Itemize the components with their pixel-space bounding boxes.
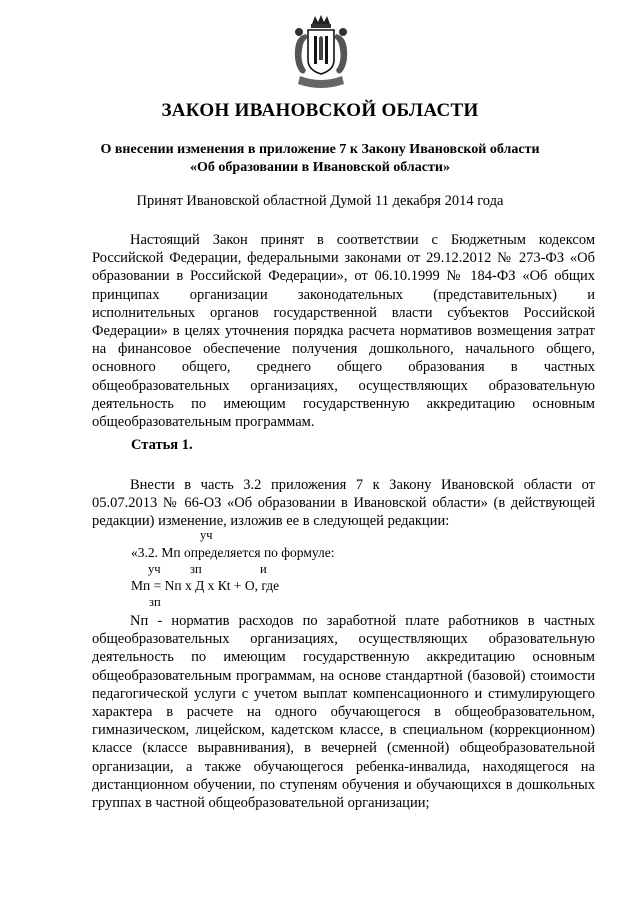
formula-superscript-uch: уч [200,528,213,542]
law-subject-line-1: О внесении изменения в приложение 7 к Закону Ивановской области [100,142,540,157]
coat-of-arms-icon [290,14,352,94]
formula-superscript-zp: зп [190,562,202,576]
formula-superscript-uch-2: уч [148,562,161,576]
article-1-intro: Внести в часть 3.2 приложения 7 к Закону Ивановской области от 05.07.2013 № 66-ОЗ «Об образовании в Ивановской области» (в действующей редакции) изменение, изложив ее в следующей редакции: [92,477,595,530]
law-subject [60,141,580,177]
formula-equation: Мп = Nп х Д х Кt + О, где [131,578,280,593]
adoption-line: Принят Ивановской областной Думой 11 декабря 2014 года [136,193,504,209]
article-1-heading: Статья 1. [131,437,193,453]
formula-subscript-zp: зп [149,595,161,609]
law-subject-line-2: «Об образовании в Ивановской области» [190,160,450,175]
law-title: ЗАКОН ИВАНОВСКОЙ ОБЛАСТИ [161,100,479,121]
formula-lead-line: «3.2. Мп определяется по формуле: [131,545,335,560]
definition-paragraph: Nп - норматив расходов по заработной плате работников в частных общеобразовательных организациях, осуществляющих образовательную деятельность по имеющим государственную аккредитацию основным общеобразовательным программам, на основе стандартной (базовой) стоимости педагогической услуги с учетом выплат компенсационного и стимулирующего характера в расчете на одного обучающегося в общеобразовательном, гимназическом, лицейском, кадетском классе, в специальном (коррекционном) классе (классе выравнивания), в вечерней (сменной) общеобразовательной организации, а также обучающегося ребенка-инвалида, находящегося на дистанционном обучении, по ступеням обучения и обучающихся в дошкольных группах в частной общеобразовательной организации; [92,613,595,812]
preamble-paragraph: Настоящий Закон принят в соответствии с Бюджетным кодексом Российской Федерации, федеральными законами от 29.12.2012 № 273-ФЗ «Об образовании в Российской Федерации», от 06.10.1999 № 184-ФЗ «Об общих принципах организации законодательных (представительных) и исполнительных органов государственной власти субъектов Российской Федерации» в целях уточнения порядка расчета нормативов возмещения затрат на финансовое обеспечение получения дошкольного, начального общего, основного общего, среднего общего образования в частных общеобразовательных организациях, осуществляющих образовательную деятельность по имеющим государственную аккредитацию основным общеобразовательным программам. [92,232,595,431]
formula-superscript-i: и [260,562,267,576]
